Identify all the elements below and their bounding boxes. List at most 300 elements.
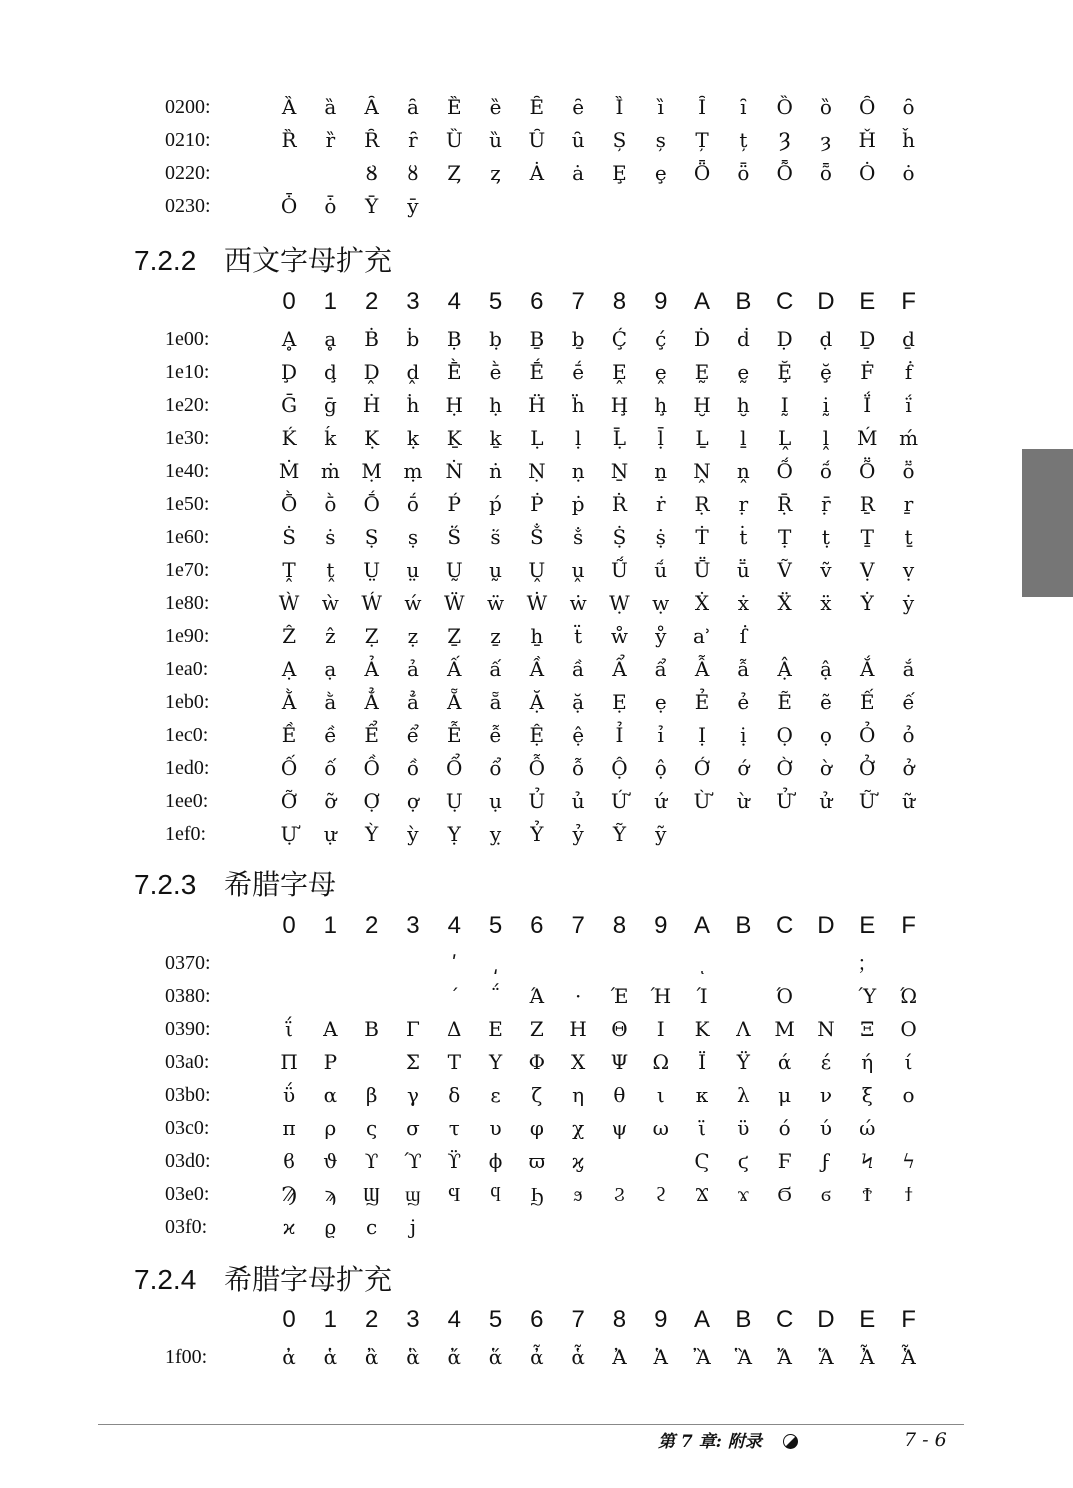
glyph-cell: Ḳ — [364, 426, 380, 450]
glyph-cell: ΅ — [490, 984, 501, 1008]
column-header: E — [859, 912, 876, 939]
section-title-7-2-4 — [134, 1262, 392, 1298]
glyph-cell: ẑ — [325, 624, 336, 648]
glyph-cell: Ỉ — [615, 723, 624, 747]
glyph-cell: Ầ — [529, 657, 545, 681]
row-label: 0210: — [165, 129, 211, 151]
column-header: D — [817, 912, 835, 939]
glyph-cell: Ȟ — [858, 128, 876, 152]
glyph-cell: υ — [489, 1116, 502, 1140]
glyph-cell: Ṇ — [528, 459, 546, 483]
glyph-cell: ḯ — [905, 393, 912, 417]
glyph-cell: ； — [857, 951, 878, 975]
column-header: B — [735, 1306, 752, 1333]
column-header: 5 — [488, 1306, 503, 1333]
column-header: 4 — [447, 912, 461, 939]
glyph-cell: Ḯ — [863, 393, 872, 417]
glyph-cell: Ể — [364, 723, 379, 747]
glyph-cell: ṣ — [407, 525, 419, 549]
glyph-cell: Ḕ — [446, 360, 462, 384]
glyph-cell: ằ — [324, 690, 337, 714]
table-row — [0, 1013, 1073, 1046]
table-row — [0, 1178, 1073, 1211]
glyph-cell: Ṻ — [693, 558, 711, 582]
glyph-cell: ẹ — [654, 690, 667, 714]
column-header: 0 — [282, 1306, 296, 1333]
glyph-cell: ṗ — [571, 492, 585, 516]
table-row — [0, 554, 1073, 587]
row-label: 03d0: — [165, 1150, 211, 1172]
glyph-cell: ṏ — [902, 459, 915, 483]
glyph-cell: ṥ — [490, 525, 501, 549]
glyph-cell: Ẑ — [282, 624, 296, 648]
glyph-cell: Ẩ — [612, 657, 627, 681]
glyph-cell: Ȗ — [528, 128, 546, 152]
glyph-cell: ḏ — [902, 327, 915, 351]
glyph-cell: ẋ — [737, 591, 749, 615]
glyph-cell: ẃ — [404, 591, 422, 615]
glyph-cell: Ṝ — [777, 492, 793, 516]
glyph-cell: ṇ — [571, 459, 585, 483]
glyph-cell: ẳ — [406, 690, 419, 714]
glyph-cell: Ớ — [693, 756, 711, 780]
glyph-cell: π — [282, 1116, 296, 1140]
glyph-cell: ấ — [489, 657, 502, 681]
glyph-cell: ỉ — [657, 723, 664, 747]
glyph-cell: Ḟ — [860, 360, 875, 384]
yin-yang-icon — [783, 1434, 798, 1449]
glyph-cell: Ȯ — [859, 161, 876, 185]
glyph-cell: Ȋ — [698, 95, 706, 119]
glyph-cell: Ẕ — [447, 624, 462, 648]
glyph-cell: Ṿ — [860, 558, 875, 582]
glyph-cell: Ử — [776, 789, 794, 813]
glyph-cell: ṕ — [489, 492, 502, 516]
column-header: 3 — [406, 912, 420, 939]
glyph-cell: Ι — [656, 1017, 665, 1041]
glyph-cell: Ḇ — [529, 327, 545, 351]
glyph-cell: Ț — [695, 128, 709, 152]
glyph-cell: Ḛ — [694, 360, 710, 384]
glyph-cell: ả — [406, 657, 419, 681]
glyph-cell: Ω — [652, 1050, 670, 1074]
glyph-cell: Ϝ — [777, 1149, 792, 1173]
glyph-cell: ẏ — [902, 591, 915, 615]
glyph-cell: Ỷ — [530, 822, 544, 846]
glyph-cell: Ϊ — [698, 1050, 706, 1074]
glyph-cell: ḉ — [655, 327, 667, 351]
glyph-cell: Ṁ — [278, 459, 300, 483]
glyph-cell: ȅ — [489, 95, 502, 119]
glyph-cell: Ḓ — [363, 360, 380, 384]
glyph-cell: Ṩ — [612, 525, 627, 549]
glyph-cell: ḝ — [820, 360, 832, 384]
column-header: D — [817, 288, 835, 315]
glyph-cell: σ — [406, 1116, 420, 1140]
footer-rule — [98, 1424, 964, 1425]
glyph-cell: Ṟ — [859, 492, 875, 516]
glyph-cell: ṱ — [326, 558, 335, 582]
row-label: 1e50: — [165, 493, 210, 515]
glyph-cell: Ώ — [900, 984, 918, 1008]
glyph-cell: χ — [572, 1116, 585, 1140]
glyph-cell: Ḧ — [528, 393, 546, 417]
glyph-cell: ϩ — [655, 1182, 667, 1206]
glyph-cell: Ṛ — [694, 492, 710, 516]
glyph-cell: Ỗ — [528, 756, 546, 780]
glyph-cell: ω — [652, 1116, 669, 1140]
glyph-cell: ϗ — [571, 1149, 585, 1173]
glyph-cell: ṿ — [902, 558, 915, 582]
column-header: A — [694, 288, 711, 315]
glyph-cell: Ȧ — [529, 161, 545, 185]
table-row — [0, 980, 1073, 1013]
glyph-cell: Ȉ — [615, 95, 624, 119]
glyph-cell: Ȩ — [612, 161, 627, 185]
glyph-cell: ṫ — [739, 525, 748, 549]
glyph-cell: ṝ — [821, 492, 831, 516]
glyph-cell: ử — [819, 789, 833, 813]
page-number: 7 - 6 — [904, 1429, 947, 1451]
glyph-cell: Ϛ — [694, 1149, 710, 1173]
glyph-cell: ế — [902, 690, 915, 714]
glyph-cell: Ή — [650, 984, 672, 1008]
glyph-cell: ȳ — [407, 194, 419, 218]
glyph-cell: ṑ — [324, 492, 337, 516]
glyph-cell: Ṙ — [611, 492, 627, 516]
glyph-cell: ṧ — [572, 525, 584, 549]
glyph-cell: ȉ — [657, 95, 664, 119]
glyph-cell: ȑ — [325, 128, 336, 152]
glyph-cell: Ϩ — [614, 1182, 625, 1206]
glyph-cell: Ḉ — [611, 327, 628, 351]
glyph-cell: Ằ — [281, 690, 297, 714]
glyph-cell: ṻ — [736, 558, 750, 582]
glyph-cell: Ȍ — [776, 95, 793, 119]
glyph-cell: ṭ — [821, 525, 830, 549]
glyph-cell: ϛ — [737, 1149, 749, 1173]
glyph-cell: ȭ — [819, 161, 832, 185]
glyph-cell: ϝ — [821, 1149, 831, 1173]
column-header: C — [775, 1306, 794, 1333]
glyph-cell: Ȏ — [859, 95, 876, 119]
column-header: 4 — [447, 1306, 461, 1333]
glyph-cell: ș — [655, 128, 666, 152]
glyph-cell: Α — [323, 1017, 338, 1041]
glyph-cell: Β — [364, 1017, 379, 1041]
glyph-cell: ṛ — [738, 492, 749, 516]
glyph-cell: ḧ — [571, 393, 585, 417]
glyph-cell: ṽ — [820, 558, 832, 582]
glyph-cell: ϫ — [737, 1182, 750, 1206]
glyph-cell: Ứ — [611, 789, 628, 813]
column-header: F — [901, 912, 916, 939]
glyph-cell: Ẽ — [777, 690, 792, 714]
table-row — [0, 323, 1073, 356]
column-header: F — [901, 288, 916, 315]
glyph-cell: Ἆ — [860, 1345, 875, 1369]
glyph-cell: ȃ — [406, 95, 419, 119]
row-label: 1e10: — [165, 361, 210, 383]
glyph-cell: Ȕ — [445, 128, 463, 152]
glyph-cell: β — [365, 1083, 378, 1107]
table-row — [0, 719, 1073, 752]
glyph-cell: ț — [739, 128, 748, 152]
glyph-cell: Ϡ — [281, 1182, 297, 1206]
glyph-cell: ẉ — [652, 591, 670, 615]
glyph-cell: Ḙ — [612, 360, 627, 384]
row-label: 1ed0: — [165, 757, 210, 779]
glyph-cell: ἁ — [323, 1345, 338, 1369]
glyph-cell: φ — [529, 1116, 544, 1140]
table-row — [0, 422, 1073, 455]
glyph-cell: Ồ — [363, 756, 380, 780]
glyph-cell: ḫ — [736, 393, 750, 417]
section-number: 7.2.4 — [134, 1264, 197, 1295]
glyph-cell: Ḁ — [281, 327, 297, 351]
glyph-cell: ṋ — [736, 459, 750, 483]
glyph-cell: ṯ — [904, 525, 913, 549]
glyph-cell: Ố — [280, 756, 298, 780]
glyph-cell: Ἁ — [653, 1345, 668, 1369]
column-header: 0 — [282, 288, 296, 315]
row-label: 1e70: — [165, 559, 210, 581]
glyph-cell: Ị — [698, 723, 706, 747]
glyph-cell: ẖ — [530, 624, 544, 648]
glyph-cell: ώ — [859, 1116, 876, 1140]
glyph-cell: ΐ — [285, 1017, 293, 1041]
glyph-cell: ȯ — [902, 161, 915, 185]
glyph-cell: ϱ — [324, 1215, 337, 1239]
glyph-cell: Ữ — [858, 789, 876, 813]
glyph-cell: Ẹ — [612, 690, 627, 714]
glyph-cell: ḥ — [489, 393, 502, 417]
glyph-cell: ḽ — [822, 426, 830, 450]
glyph-cell: Ϧ — [530, 1182, 544, 1206]
glyph-cell: Ẻ — [694, 690, 710, 714]
glyph-cell: ȥ — [490, 161, 501, 185]
glyph-cell: Ợ — [363, 789, 380, 813]
row-label: 1e80: — [165, 592, 210, 614]
glyph-cell: ṟ — [903, 492, 914, 516]
glyph-cell: ϰ — [282, 1215, 296, 1239]
glyph-cell: ể — [406, 723, 420, 747]
glyph-cell: ṃ — [403, 459, 423, 483]
glyph-cell: Ȓ — [364, 128, 380, 152]
glyph-cell: ȓ — [408, 128, 418, 152]
table-row — [0, 587, 1073, 620]
glyph-cell: Ẋ — [694, 591, 710, 615]
column-header: 9 — [654, 912, 668, 939]
glyph-cell: Ẵ — [447, 690, 462, 714]
glyph-cell: ḟ — [904, 360, 913, 384]
glyph-cell: ό — [778, 1116, 791, 1140]
column-header: E — [859, 1306, 876, 1333]
glyph-cell: ợ — [406, 789, 419, 813]
glyph-cell: ϟ — [901, 1149, 916, 1173]
row-label: 03c0: — [165, 1117, 210, 1139]
glyph-cell: ἇ — [571, 1345, 585, 1369]
glyph-cell: Ḡ — [281, 393, 298, 417]
row-label: 1eb0: — [165, 691, 210, 713]
column-header: F — [901, 1306, 916, 1333]
row-label: 1e20: — [165, 394, 210, 416]
glyph-cell: Ạ — [281, 657, 297, 681]
glyph-cell: ổ — [489, 756, 502, 780]
glyph-cell: ι — [656, 1083, 665, 1107]
glyph-cell: Ȃ — [364, 95, 379, 119]
glyph-cell: Ờ — [776, 756, 793, 780]
glyph-cell: ớ — [737, 756, 750, 780]
table-row — [0, 947, 1073, 980]
glyph-cell: ḹ — [657, 426, 664, 450]
glyph-cell: ṹ — [654, 558, 668, 582]
column-header: C — [775, 912, 794, 939]
column-header: D — [817, 1306, 835, 1333]
glyph-cell: ḗ — [572, 360, 585, 384]
glyph-cell: Ặ — [529, 690, 545, 714]
glyph-cell: Ẅ — [443, 591, 465, 615]
column-header-row — [0, 285, 1073, 319]
glyph-cell: κ — [695, 1083, 709, 1107]
glyph-cell: ʹ — [451, 951, 458, 975]
glyph-cell: ḩ — [654, 393, 668, 417]
table-row — [0, 91, 1073, 124]
column-header: 6 — [530, 912, 544, 939]
column-header: 6 — [530, 1306, 544, 1333]
glyph-cell: ự — [323, 822, 337, 846]
glyph-cell: ϖ — [528, 1149, 545, 1173]
glyph-cell: ἄ — [447, 1345, 461, 1369]
glyph-cell: ẕ — [490, 624, 501, 648]
glyph-cell: ḙ — [654, 360, 667, 384]
glyph-cell: Κ — [694, 1017, 710, 1041]
glyph-cell: Σ — [405, 1050, 421, 1074]
section-number: 7.2.2 — [134, 245, 197, 276]
glyph-cell: τ — [448, 1116, 460, 1140]
glyph-cell: Έ — [610, 984, 629, 1008]
glyph-cell: Ỏ — [859, 723, 876, 747]
glyph-cell: ṡ — [325, 525, 336, 549]
glyph-cell: ϒ — [364, 1149, 379, 1173]
table-row — [0, 1079, 1073, 1112]
glyph-cell: ἀ — [282, 1345, 296, 1369]
row-label: 03b0: — [165, 1084, 211, 1106]
glyph-cell: Ἀ — [612, 1345, 627, 1369]
column-header: B — [735, 288, 752, 315]
glyph-cell: ḣ — [406, 393, 420, 417]
glyph-cell: ἂ — [364, 1345, 379, 1369]
glyph-cell: Ȅ — [446, 95, 462, 119]
glyph-cell: ȝ — [820, 128, 832, 152]
glyph-cell: Λ — [736, 1017, 751, 1041]
glyph-cell: Ệ — [529, 723, 545, 747]
glyph-cell: Ȣ — [365, 161, 378, 185]
glyph-cell: Ḵ — [446, 426, 462, 450]
glyph-cell: Η — [569, 1017, 587, 1041]
glyph-cell: ϲ — [366, 1215, 378, 1239]
glyph-cell: ḭ — [822, 393, 830, 417]
glyph-cell: Ọ — [776, 723, 793, 747]
glyph-cell: ϯ — [904, 1182, 913, 1206]
glyph-cell: Ȇ — [529, 95, 545, 119]
chapter-side-tab — [1022, 449, 1073, 597]
glyph-cell: Ϯ — [862, 1182, 872, 1206]
column-header: 4 — [447, 288, 461, 315]
glyph-cell: Ḝ — [777, 360, 792, 384]
glyph-cell: ễ — [489, 723, 502, 747]
glyph-cell: Ό — [776, 984, 793, 1008]
glyph-cell: ṙ — [655, 492, 666, 516]
row-label: 0380: — [165, 985, 211, 1007]
glyph-cell: ṷ — [571, 558, 585, 582]
table-row — [0, 389, 1073, 422]
glyph-cell: μ — [778, 1083, 792, 1107]
table-row — [0, 785, 1073, 818]
glyph-cell: Ḫ — [693, 393, 711, 417]
glyph-cell: Ḅ — [446, 327, 462, 351]
glyph-cell: Ế — [859, 690, 875, 714]
glyph-cell: ḛ — [737, 360, 750, 384]
glyph-cell: ẙ — [655, 624, 667, 648]
column-header: 9 — [654, 1306, 668, 1333]
row-label: 1e60: — [165, 526, 210, 548]
row-label: 0370: — [165, 952, 211, 974]
glyph-cell: θ — [613, 1083, 626, 1107]
table-row — [0, 818, 1073, 851]
glyph-cell: Ề — [281, 723, 297, 747]
glyph-cell: ḇ — [571, 327, 585, 351]
row-label: 03a0: — [165, 1051, 210, 1073]
glyph-cell: ậ — [819, 657, 832, 681]
glyph-cell: ȕ — [489, 128, 502, 152]
glyph-cell: ḳ — [406, 426, 419, 450]
glyph-cell: Ṗ — [530, 492, 544, 516]
glyph-cell: ṵ — [489, 558, 502, 582]
glyph-cell: ầ — [572, 657, 585, 681]
glyph-cell: ỵ — [489, 822, 502, 846]
glyph-cell: Ἅ — [818, 1345, 834, 1369]
glyph-cell: Ṷ — [528, 558, 546, 582]
glyph-cell: Ḿ — [857, 426, 878, 450]
table-row — [0, 1112, 1073, 1145]
column-header: B — [735, 912, 752, 939]
glyph-cell: Ḹ — [612, 426, 627, 450]
glyph-cell: ḻ — [740, 426, 747, 450]
glyph-cell: Ἄ — [777, 1345, 792, 1369]
glyph-cell: ϡ — [324, 1182, 337, 1206]
glyph-cell: Ở — [859, 756, 876, 780]
glyph-cell: ẗ — [574, 624, 583, 648]
glyph-cell: Ắ — [860, 657, 875, 681]
glyph-cell: Ủ — [528, 789, 546, 813]
column-header-row — [0, 909, 1073, 943]
glyph-cell: ẻ — [737, 690, 750, 714]
glyph-cell: ṓ — [406, 492, 419, 516]
row-label: 1e90: — [165, 625, 210, 647]
glyph-cell: Ἂ — [693, 1345, 711, 1369]
glyph-cell: Ο — [900, 1017, 917, 1041]
column-header: 3 — [406, 288, 420, 315]
column-header: 5 — [488, 912, 503, 939]
table-row — [0, 190, 1073, 223]
glyph-cell: ρ — [324, 1116, 337, 1140]
glyph-cell: ẘ — [610, 624, 628, 648]
table-row — [0, 356, 1073, 389]
column-header: 9 — [654, 288, 668, 315]
glyph-cell: α — [323, 1083, 338, 1107]
glyph-cell: Ȭ — [776, 161, 793, 185]
